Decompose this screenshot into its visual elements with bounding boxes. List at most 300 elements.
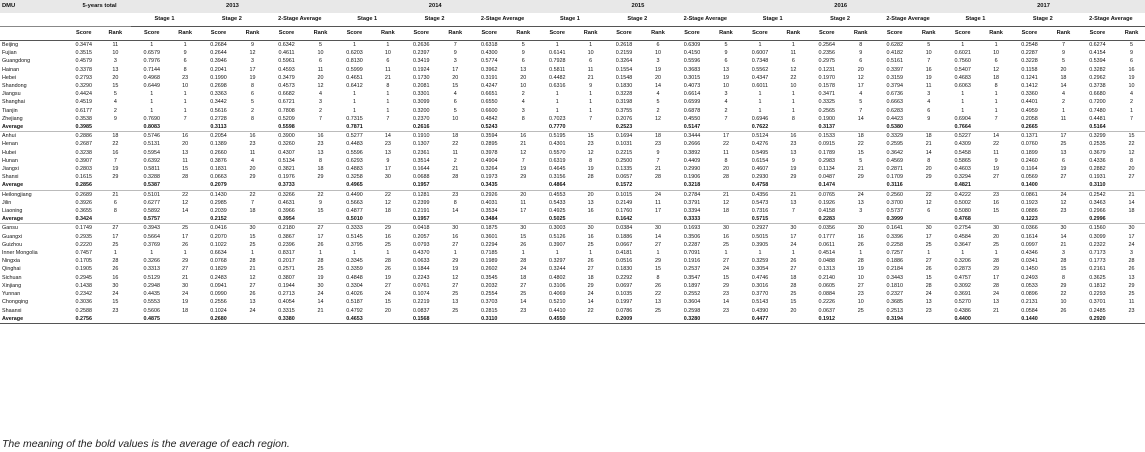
rank-cell	[375, 123, 400, 132]
score-cell: 0.0605	[818, 282, 835, 289]
score-cell: 0.6007	[751, 50, 769, 57]
average-row	[0, 123, 1145, 132]
year-header-2014: 2014	[334, 0, 537, 13]
rank-cell: 15	[722, 274, 729, 281]
rank-cell: 18	[249, 208, 256, 215]
rank-cell: 8	[791, 115, 795, 122]
score-cell: 0.2535	[1089, 141, 1106, 148]
score-cell: 0.5596	[683, 58, 701, 65]
rank-cell: 30	[847, 224, 874, 233]
rank-cell: 29	[790, 174, 797, 181]
rank-cell: 4	[724, 99, 728, 106]
rank-cell: 12	[654, 115, 661, 122]
score-header: Score	[739, 27, 780, 41]
score-cell: 0.2754	[942, 224, 983, 233]
score-cell: 0.0637	[818, 307, 835, 314]
score-cell: 1	[150, 91, 154, 98]
rank-cell: 23	[790, 141, 797, 148]
score-cell: 0.2079	[210, 182, 227, 189]
score-cell: 0.2644	[210, 50, 227, 57]
stage-header-stage1: Stage 1	[942, 13, 1009, 27]
rank-cell: 29	[925, 174, 932, 181]
rank-cell: 18	[993, 74, 1000, 81]
rank-cell: 27	[384, 282, 391, 289]
score-cell: 1	[961, 107, 965, 114]
score-cell: 0.3794	[886, 83, 903, 90]
rank-cell: 28	[925, 282, 932, 289]
rank-cell: 25	[384, 241, 391, 248]
score-cell: 0.2220	[75, 241, 93, 248]
score-cell: 0.1694	[603, 132, 644, 141]
score-cell: 0.0366	[1009, 224, 1050, 233]
rank-cell: 2	[113, 107, 117, 114]
table-row	[0, 307, 1145, 315]
rank-cell: 29	[249, 174, 256, 181]
score-cell: 0.2500	[615, 157, 633, 164]
dmu-name: Zhejiang	[2, 115, 23, 122]
score-cell: 0.6599	[683, 99, 701, 106]
rank-cell: 16	[993, 199, 1000, 206]
rank-cell: 9	[994, 157, 998, 164]
stage-header-avg2: 2-Stage Average	[1077, 13, 1145, 27]
rank-cell: 18	[790, 274, 797, 281]
score-cell: 0.3946	[210, 58, 227, 65]
score-cell: 0.5433	[548, 199, 566, 206]
dmu-name: Qinghai	[2, 266, 21, 273]
rank-cell: 3	[1130, 250, 1134, 257]
rank-header: Rank	[578, 27, 603, 41]
rank-cell: 16	[112, 149, 119, 156]
score-cell: 0.4550	[537, 315, 578, 324]
score-cell: 1	[758, 107, 762, 114]
score-cell: 0.1897	[683, 282, 701, 289]
score-cell: 0.3679	[1089, 149, 1106, 156]
rank-cell: 9	[318, 199, 322, 206]
rank-cell: 23	[182, 74, 189, 81]
rank-cell: 26	[654, 282, 661, 289]
score-cell: 0.2370	[413, 115, 430, 122]
rank-cell: 30	[384, 174, 391, 181]
score-cell: 0.2616	[413, 124, 430, 131]
rank-cell: 26	[857, 241, 864, 248]
score-cell: 0.3479	[278, 74, 295, 81]
score-cell: 0.2803	[75, 166, 93, 173]
rank-cell: 13	[182, 149, 189, 156]
score-cell: 0.6550	[480, 99, 498, 106]
score-cell: 0.3206	[954, 258, 971, 265]
score-cell: 0.2990	[683, 166, 701, 173]
rank-cell: 10	[587, 50, 594, 57]
rank-cell: 19	[790, 166, 797, 173]
five-year-header: 5-years total	[68, 0, 131, 13]
score-cell: 0.1812	[1089, 282, 1106, 289]
rank-cell: 29	[993, 266, 1000, 273]
score-cell: 0.3110	[469, 315, 510, 324]
rank-cell: 26	[317, 241, 324, 248]
score-cell: 0.2945	[75, 274, 93, 281]
rank-cell: 11	[993, 149, 999, 156]
rank-cell: 1	[113, 250, 117, 257]
rank-cell: 13	[112, 66, 119, 73]
rank-cell: 13	[384, 149, 391, 156]
rank-cell: 14	[1060, 83, 1067, 90]
rank-cell: 8	[251, 83, 254, 90]
score-cell: 0.3755	[615, 107, 633, 114]
rank-cell: 25	[790, 291, 797, 298]
score-cell: 0.6634	[210, 250, 227, 257]
table-header	[0, 0, 1145, 41]
average-row	[0, 315, 1145, 324]
score-cell: 0.3978	[480, 149, 498, 156]
rank-cell: 23	[249, 141, 256, 148]
score-cell: 0.5553	[143, 299, 160, 306]
score-cell: 0.2554	[480, 291, 498, 298]
rank-cell: 25	[317, 266, 324, 273]
score-cell: 0.0663	[210, 174, 227, 181]
score-cell: 1	[555, 91, 559, 98]
score-cell: 0.2397	[413, 50, 430, 57]
table-row	[0, 157, 1145, 165]
rank-cell: 14	[375, 132, 400, 141]
rank-cell: 26	[1128, 266, 1135, 273]
score-cell: 0.2556	[210, 299, 227, 306]
stage-header-stage1: Stage 1	[739, 13, 806, 27]
score-cell: 0.3304	[346, 282, 363, 289]
score-cell: 0.3378	[75, 66, 93, 73]
rank-cell: 22	[790, 74, 797, 81]
score-cell: 0.0786	[615, 307, 633, 314]
rank-cell: 29	[375, 224, 400, 233]
rank-cell: 11	[925, 83, 932, 90]
score-cell: 0.5187	[346, 299, 363, 306]
rank-cell: 30	[915, 224, 942, 233]
score-cell: 0.3258	[346, 174, 363, 181]
rank-cell: 1	[994, 91, 998, 98]
score-cell: 0.5101	[131, 190, 172, 199]
table-row	[0, 249, 1145, 257]
rank-cell: 16	[925, 66, 932, 73]
score-cell: 0.5002	[954, 199, 971, 206]
stage-header-stage1: Stage 1	[131, 13, 198, 27]
rank-cell	[915, 181, 942, 190]
score-cell: 0.3288	[143, 174, 160, 181]
rank-cell: 9	[656, 149, 660, 156]
rank-cell	[307, 315, 334, 324]
rank-cell: 23	[442, 190, 469, 199]
rank-cell: 6	[859, 58, 863, 65]
score-cell: 0.4054	[278, 299, 295, 306]
score-cell: 0.1924	[413, 66, 430, 73]
rank-cell: 20	[520, 74, 527, 81]
rank-cell: 20	[510, 190, 537, 199]
score-cell: 0.3359	[346, 266, 363, 273]
score-cell: 0.3299	[1077, 132, 1118, 141]
score-cell: 0.3444	[671, 132, 712, 141]
rank-cell: 4	[1061, 91, 1065, 98]
rank-cell: 29	[654, 258, 661, 265]
rank-cell: 27	[857, 282, 864, 289]
score-cell: 0.5145	[346, 233, 363, 240]
rank-cell: 23	[857, 291, 864, 298]
rank-cell: 15	[452, 83, 459, 90]
score-cell: 0.3282	[1089, 66, 1106, 73]
dmu-name: Jiangxi	[2, 166, 19, 173]
rank-cell: 7	[656, 157, 660, 164]
score-cell: 0.3360	[1021, 91, 1038, 98]
rank-header: Rank	[1050, 27, 1077, 41]
rank-cell: 6	[386, 58, 390, 65]
score-cell: 0.6063	[954, 83, 971, 90]
score-header: Score	[401, 27, 442, 41]
score-cell: 0.0915	[818, 141, 835, 148]
score-cell: 0.3228	[1021, 58, 1038, 65]
score-cell: 0.5124	[739, 132, 780, 141]
dmu-name: Hunan	[2, 157, 18, 164]
rank-header: Rank	[915, 27, 942, 41]
score-cell: 0.2666	[683, 141, 701, 148]
score-cell: 0.5277	[334, 132, 375, 141]
score-cell: 0.3380	[266, 315, 307, 324]
rank-cell: 13	[790, 149, 797, 156]
rank-cell: 22	[172, 190, 197, 199]
score-cell: 0.2009	[603, 315, 644, 324]
rank-cell: 1	[453, 250, 457, 257]
rank-cell: 30	[239, 224, 266, 233]
rank-cell	[847, 123, 874, 132]
score-cell: 0.5865	[954, 157, 971, 164]
score-cell: 0.0896	[1021, 291, 1038, 298]
rank-cell: 25	[1128, 291, 1135, 298]
rank-cell: 9	[589, 83, 593, 90]
rank-cell: 19	[722, 74, 729, 81]
rank-cell: 24	[112, 291, 119, 298]
rank-cell: 14	[317, 299, 324, 306]
score-cell: 0.2399	[413, 199, 430, 206]
rank-cell: 24	[587, 291, 594, 298]
score-cell: 0.5774	[480, 58, 498, 65]
rank-cell: 23	[317, 141, 324, 148]
score-cell: 0.2602	[480, 266, 498, 273]
rank-cell: 8	[589, 157, 593, 164]
rank-cell: 30	[983, 224, 1008, 233]
score-cell: 0.3703	[480, 299, 498, 306]
score-cell: 0.3003	[537, 224, 578, 233]
score-cell: 0.1830	[615, 266, 633, 273]
rank-cell: 21	[925, 141, 932, 148]
rank-header: Rank	[100, 27, 132, 41]
score-cell: 0.3259	[751, 258, 769, 265]
rank-cell	[172, 315, 197, 324]
score-cell: 0.6283	[886, 107, 903, 114]
score-cell: 0.3194	[874, 315, 915, 324]
score-cell: 0.6274	[1089, 42, 1106, 48]
score-cell: 0.7622	[751, 124, 769, 131]
score-cell: 0.3701	[1089, 299, 1106, 306]
rank-cell: 17	[713, 132, 740, 141]
score-cell: 0.3266	[143, 258, 160, 265]
score-cell: 0.4069	[548, 291, 566, 298]
score-cell: 0.7770	[548, 124, 566, 131]
score-cell: 0.2287	[1021, 50, 1038, 57]
rank-header: Rank	[781, 27, 806, 41]
score-cell: 0.2292	[615, 274, 633, 281]
rank-cell: 9	[183, 50, 187, 57]
rank-cell: 10	[452, 115, 459, 122]
rank-cell: 12	[520, 149, 527, 156]
rank-cell: 25	[452, 291, 459, 298]
score-cell: 0.7200	[1089, 99, 1106, 106]
rank-cell: 30	[1118, 224, 1145, 233]
rank-cell: 13	[452, 299, 459, 306]
stage-header-avg2: 2-Stage Average	[671, 13, 739, 27]
score-cell: 0.2756	[68, 315, 100, 324]
score-cell: 0.2058	[1021, 115, 1038, 122]
rank-cell	[100, 181, 132, 190]
rank-header: Rank	[442, 27, 469, 41]
score-cell: 0.4400	[942, 315, 983, 324]
score-cell: 0.6021	[954, 50, 971, 57]
rank-cell: 18	[317, 166, 324, 173]
rank-cell: 20	[925, 166, 932, 173]
rank-cell: 11	[1128, 299, 1135, 306]
score-cell: 0.2327	[886, 291, 903, 298]
score-cell: 0.3218	[683, 182, 701, 189]
rank-cell: 27	[790, 266, 797, 273]
rank-cell: 1	[656, 250, 660, 257]
score-cell: 0.1568	[401, 315, 442, 324]
rank-cell: 17	[857, 83, 864, 90]
rank-cell	[239, 215, 266, 224]
dmu-name: Shanghai	[2, 99, 25, 106]
rank-cell: 29	[317, 174, 324, 181]
score-cell: 0.2076	[615, 115, 633, 122]
table-row	[0, 274, 1145, 282]
rank-cell: 24	[1128, 241, 1135, 248]
rank-cell: 1	[927, 250, 931, 257]
rank-cell: 30	[182, 282, 189, 289]
rank-cell: 15	[993, 208, 1000, 215]
score-cell: 0.3545	[480, 274, 498, 281]
rank-cell: 12	[182, 199, 189, 206]
rank-cell: 28	[112, 258, 119, 265]
score-cell: 0.0667	[615, 241, 633, 248]
rank-cell: 27	[925, 258, 932, 265]
score-cell: 0.4848	[346, 274, 363, 281]
rank-cell: 22	[375, 190, 400, 199]
score-header: Score	[334, 27, 375, 41]
rank-cell: 28	[993, 258, 1000, 265]
score-cell: 0.5131	[143, 141, 160, 148]
rank-cell: 1	[386, 91, 390, 98]
score-cell: 0.0884	[818, 291, 835, 298]
rank-cell: 21	[520, 141, 527, 148]
rank-cell: 27	[452, 282, 459, 289]
score-cell: 0.3463	[1089, 199, 1106, 206]
score-cell: 0.3016	[751, 282, 769, 289]
score-cell: 0.3691	[954, 291, 971, 298]
score-cell: 0.7560	[954, 58, 971, 65]
dmu-name: Jiangsu	[2, 91, 21, 98]
rank-cell: 21	[384, 74, 391, 81]
score-cell: 0.3394	[683, 208, 701, 215]
score-cell: 0.6680	[1089, 91, 1106, 98]
score-cell: 0.5562	[751, 66, 769, 73]
score-cell: 0.5134	[278, 157, 295, 164]
rank-cell: 6	[251, 91, 254, 98]
score-cell: 0.1900	[818, 115, 835, 122]
dmu-name: Liaoning	[2, 208, 23, 215]
rank-cell: 6	[994, 58, 998, 65]
rank-cell: 1	[859, 250, 863, 257]
score-cell: 0.5757	[143, 216, 160, 223]
rank-cell	[307, 181, 334, 190]
rank-cell: 6	[724, 58, 728, 65]
score-cell: 1	[961, 42, 965, 48]
rank-cell: 30	[713, 224, 740, 233]
score-cell: 0.1749	[68, 224, 100, 233]
rank-cell: 20	[182, 141, 189, 148]
score-cell: 0.6277	[143, 199, 160, 206]
rank-cell: 3	[453, 58, 457, 65]
rank-cell	[239, 181, 266, 190]
score-cell: 0.1644	[413, 166, 430, 173]
rank-cell: 8	[521, 115, 525, 122]
dmu-name: Shandong	[2, 83, 27, 90]
score-cell: 0.0765	[806, 190, 847, 199]
rank-cell: 24	[925, 291, 932, 298]
rank-cell: 20	[452, 74, 459, 81]
rank-cell: 29	[1128, 282, 1135, 289]
score-cell: 0.2565	[818, 107, 835, 114]
rank-cell: 9	[859, 50, 863, 57]
score-cell: 0.7928	[548, 58, 566, 65]
rank-header: Rank	[645, 27, 672, 41]
score-cell: 0.2873	[954, 266, 971, 273]
rank-cell: 12	[452, 274, 459, 281]
score-cell: 0.7257	[886, 250, 903, 257]
rank-cell: 18	[1060, 74, 1067, 81]
rank-cell: 4	[251, 157, 254, 164]
rank-cell: 1	[589, 99, 593, 106]
rank-cell: 28	[384, 258, 391, 265]
rank-cell: 1	[724, 250, 728, 257]
rank-cell: 12	[1060, 199, 1067, 206]
rank-cell: 8	[318, 157, 322, 164]
rank-cell: 28	[452, 174, 459, 181]
rank-cell: 14	[520, 299, 527, 306]
dmu-name: Hainan	[2, 66, 20, 73]
score-cell: 0.5811	[143, 166, 160, 173]
score-cell: 0.1990	[210, 74, 227, 81]
rank-cell: 26	[249, 291, 256, 298]
table-row	[0, 66, 1145, 74]
rank-cell: 11	[587, 66, 594, 73]
rank-cell: 5	[859, 157, 863, 164]
table-row	[0, 207, 1145, 215]
score-header: Score	[603, 27, 644, 41]
score-cell: 0.2856	[75, 182, 93, 189]
table-row	[0, 149, 1145, 157]
rank-cell: 7	[724, 115, 728, 122]
score-header: Score	[1077, 27, 1118, 41]
score-cell: 0.3966	[278, 208, 295, 215]
rank-cell	[100, 215, 132, 224]
score-cell: 0.5080	[954, 208, 971, 215]
score-cell: 0.4423	[886, 115, 903, 122]
score-cell: 0.2687	[75, 141, 93, 148]
score-cell: 0.1031	[615, 141, 633, 148]
score-cell: 0.5407	[954, 66, 971, 73]
